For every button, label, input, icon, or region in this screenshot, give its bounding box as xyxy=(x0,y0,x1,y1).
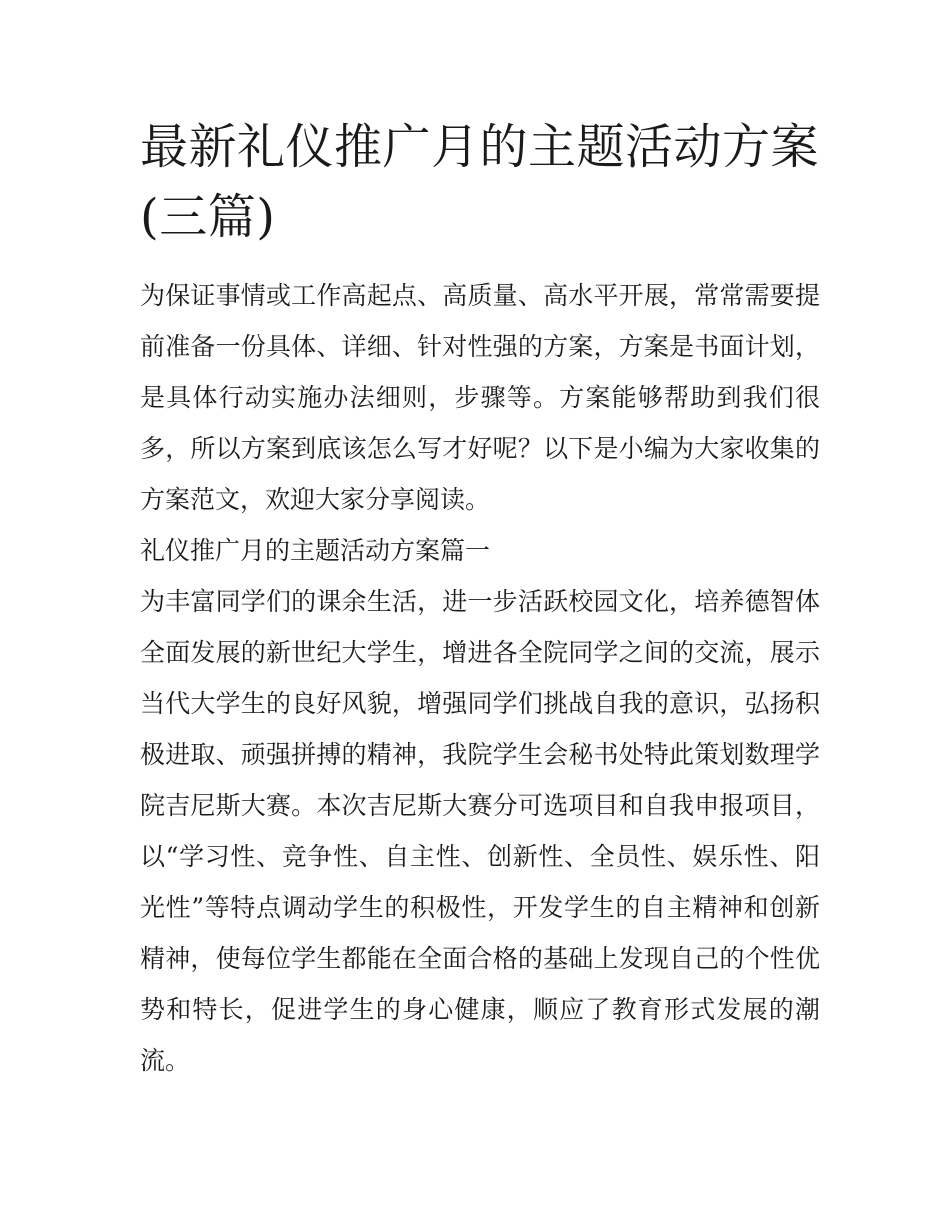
intro-paragraph: 为保证事情或工作高起点、高质量、高水平开展，常常需要提前准备一份具体、详细、针对性强的方案，方案是书面计划，是具体行动实施办法细则，步骤等。方案能够帮助到我们很多，所以方案到底该怎么写才好呢？以下是小编为大家收集的方案范文，欢迎大家分享阅读。 xyxy=(140,281,820,514)
document-title: 最新礼仪推广月的主题活动方案(三篇) xyxy=(140,119,820,245)
section-heading: 礼仪推广月的主题活动方案篇一 xyxy=(140,536,491,565)
document-content xyxy=(140,112,820,1086)
section-body-paragraph: 为丰富同学们的课余生活，进一步活跃校园文化，培养德智体全面发展的新世纪大学生，增进各全院同学之间的交流，展示当代大学生的良好风貌，增强同学们挑战自我的意识，弘扬积极进取、顽强拼搏的精神，我院学生会秘书处特此策划数理学院吉尼斯大赛。本次吉尼斯大赛分可选项目和自我申报项目，以“学习性、竞争性、自主性、创新性、全员性、娱乐性、阳光性”等特点调动学生的积极性，开发学生的自主精神和创新精神，使每位学生都能在全面合格的基础上发现自己的个性优势和特长，促进学生的身心健康，顺应了教育形式发展的潮流。 xyxy=(140,587,820,1075)
